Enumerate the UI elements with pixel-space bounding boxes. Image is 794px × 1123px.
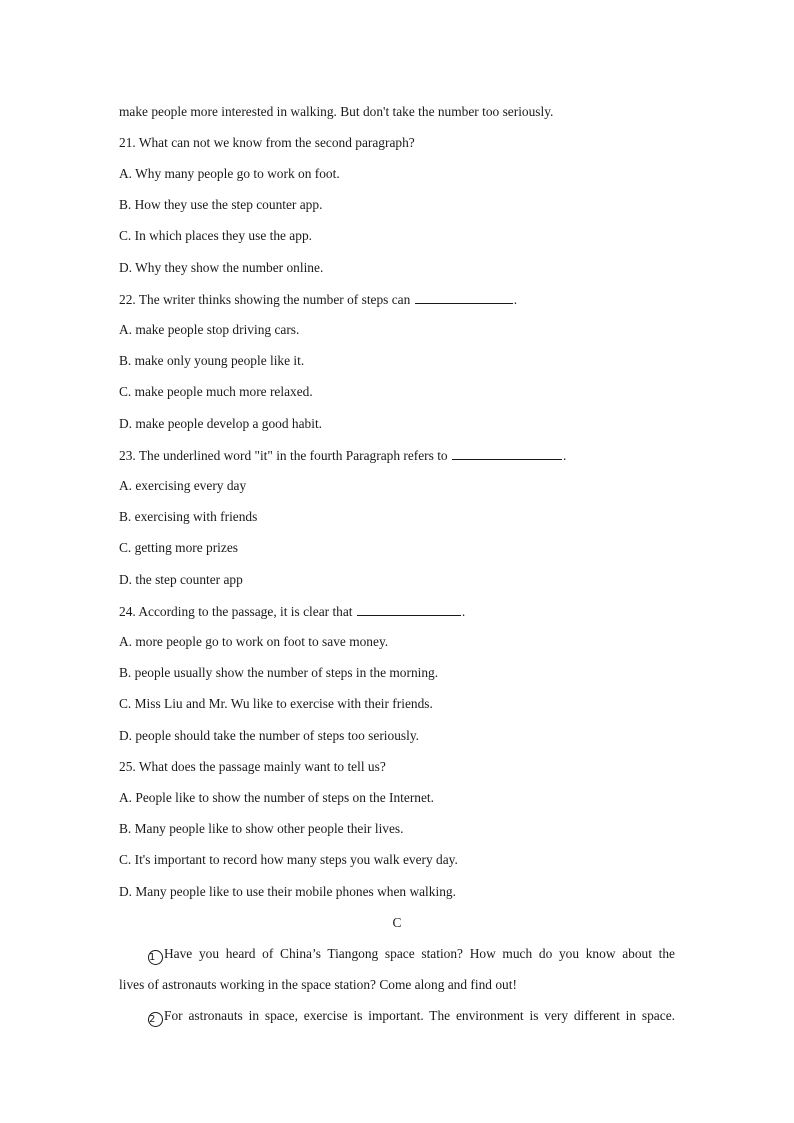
paragraph-number-badge: 2 (148, 1012, 163, 1027)
paragraph-2-line-1 (119, 1007, 675, 1027)
q24-option-b: B. people usually show the number of steps in the morning. (119, 665, 439, 680)
answer-blank[interactable] (452, 446, 562, 460)
q23-option-b: B. exercising with friends (119, 509, 258, 524)
question-25: 25. What does the passage mainly want to tell us? (119, 759, 386, 774)
q22-option-b: B. make only young people like it. (119, 353, 305, 368)
paragraph-2-text: For astronauts in space, exercise is important. The environment is very different in space. (164, 1008, 675, 1023)
paragraph-1-text: Have you heard of China’s Tiangong space station? How much do you know about the (164, 946, 675, 961)
q22-option-c: C. make people much more relaxed. (119, 384, 313, 399)
paragraph-1-line-2: lives of astronauts working in the space station? Come along and find out! (119, 977, 517, 992)
q21-option-c: C. In which places they use the app. (119, 228, 312, 243)
q25-option-c: C. It's important to record how many steps you walk every day. (119, 852, 458, 867)
q23-option-c: C. getting more prizes (119, 540, 238, 555)
question-23 (119, 446, 675, 465)
q24-option-a: A. more people go to work on foot to save money. (119, 634, 389, 649)
q24-option-d: D. people should take the number of steps too seriously. (119, 728, 419, 743)
question-22-text: 22. The writer thinks showing the number of steps can (119, 292, 411, 307)
question-21: 21. What can not we know from the second paragraph? (119, 135, 415, 150)
q25-option-b: B. Many people like to show other people their lives. (119, 821, 404, 836)
q21-option-a: A. Why many people go to work on foot. (119, 166, 340, 181)
q23-option-a: A. exercising every day (119, 478, 247, 493)
question-22-period: . (513, 292, 518, 307)
question-22 (119, 290, 675, 309)
question-23-period: . (562, 448, 567, 463)
q22-option-a: A. make people stop driving cars. (119, 322, 300, 337)
q25-option-d: D. Many people like to use their mobile phones when walking. (119, 884, 456, 899)
q25-option-a: A. People like to show the number of steps on the Internet. (119, 790, 434, 805)
question-24-text: 24. According to the passage, it is clear that (119, 604, 353, 619)
q24-option-c: C. Miss Liu and Mr. Wu like to exercise with their friends. (119, 696, 433, 711)
paragraph-1-line-1 (119, 945, 675, 965)
answer-blank[interactable] (415, 290, 513, 304)
question-23-text: 23. The underlined word "it" in the fourth Paragraph refers to (119, 448, 448, 463)
passage-last-line: make people more interested in walking. But don't take the number too seriously. (119, 104, 554, 119)
q22-option-d: D. make people develop a good habit. (119, 416, 323, 431)
paragraph-number-badge: 1 (148, 950, 163, 965)
section-heading: C (392, 915, 402, 930)
q23-option-d: D. the step counter app (119, 572, 243, 587)
question-24-period: . (461, 604, 466, 619)
answer-blank[interactable] (357, 602, 461, 616)
q21-option-b: B. How they use the step counter app. (119, 197, 323, 212)
question-24 (119, 602, 675, 621)
q21-option-d: D. Why they show the number online. (119, 260, 324, 275)
